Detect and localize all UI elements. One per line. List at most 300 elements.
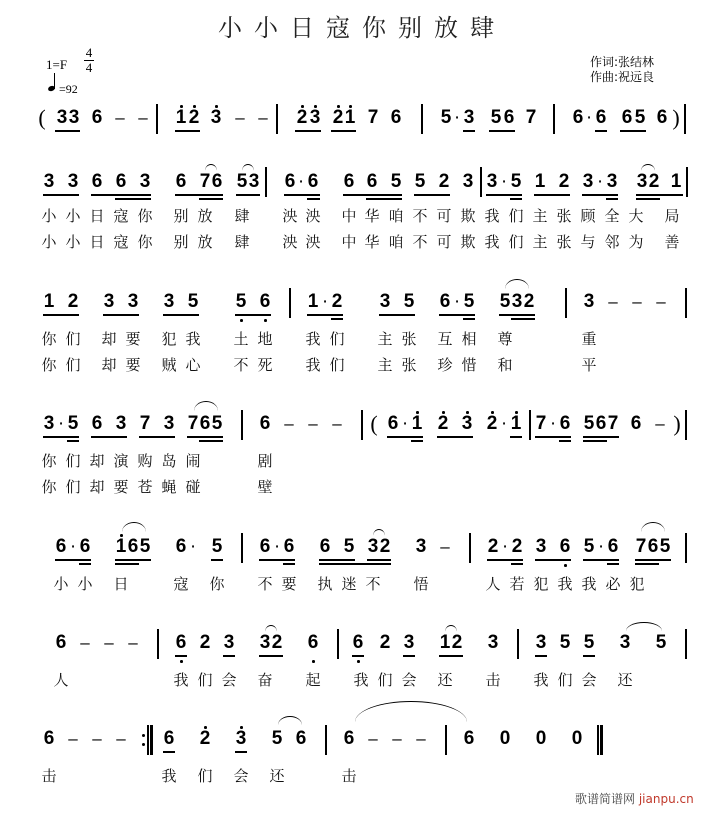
lyric: 我 xyxy=(557,575,573,593)
barline xyxy=(156,104,158,134)
credits xyxy=(590,55,654,85)
lyric: 土 xyxy=(233,330,249,348)
dash: – xyxy=(632,292,642,311)
underline xyxy=(534,194,570,196)
dash: – xyxy=(284,414,294,433)
lyric: 不 xyxy=(257,575,273,593)
underline xyxy=(43,194,79,196)
lyric: 犯 xyxy=(629,575,645,593)
dash: – xyxy=(332,414,342,433)
note: 3 xyxy=(403,632,415,653)
barline xyxy=(325,725,327,755)
note: 5 xyxy=(187,291,199,312)
underline xyxy=(510,436,522,438)
underline xyxy=(319,563,355,565)
slur xyxy=(205,164,217,171)
octave-dot xyxy=(120,534,123,537)
octave-dot xyxy=(301,105,304,108)
close-paren: ) xyxy=(672,105,680,130)
note: 3 xyxy=(415,536,427,557)
note: 5 xyxy=(67,413,79,434)
lyric: 华 xyxy=(364,207,380,225)
lyric: 你 xyxy=(137,207,153,225)
barline xyxy=(361,410,363,440)
underline xyxy=(463,318,475,320)
lyric: 小 xyxy=(65,233,81,251)
underline xyxy=(489,130,515,132)
repeat-end-barline xyxy=(150,725,153,755)
note: 0 xyxy=(535,728,547,749)
lyric: 击 xyxy=(341,767,357,785)
aug-dot: · xyxy=(597,536,605,557)
lyric: 我 xyxy=(484,207,500,225)
note: 6 xyxy=(79,536,91,557)
lyric: 你 xyxy=(41,478,57,496)
lyric: 心 xyxy=(185,356,201,374)
note: 6 xyxy=(307,171,319,192)
aug-dot: · xyxy=(321,291,329,312)
note: 6 xyxy=(211,171,223,192)
note: 6 xyxy=(295,728,307,749)
note: 6 xyxy=(43,728,55,749)
note: 1 xyxy=(534,171,546,192)
lyric: 寇 xyxy=(113,233,129,251)
lyric: 主 xyxy=(377,356,393,374)
lyric: 张 xyxy=(556,207,572,225)
note: 5 xyxy=(414,171,426,192)
note: 3 xyxy=(463,107,475,128)
aug-dot: · xyxy=(596,171,604,192)
barline xyxy=(276,104,278,134)
lyric: 不 xyxy=(365,575,381,593)
note: 3 xyxy=(103,291,115,312)
underline xyxy=(307,314,343,316)
dash: – xyxy=(116,729,126,748)
note: 3 xyxy=(619,632,631,653)
dash: – xyxy=(115,108,125,127)
lyric: 泱 xyxy=(282,207,298,225)
lyric: 我 xyxy=(305,330,321,348)
watermark-site[interactable]: jianpu.cn xyxy=(638,792,694,806)
lyric: 要 xyxy=(281,575,297,593)
note: 5 xyxy=(236,171,248,192)
note: 3 xyxy=(43,413,55,434)
lyric: 不 xyxy=(412,233,428,251)
note: 6 xyxy=(572,107,584,128)
dash: – xyxy=(416,729,426,748)
lyric: 可 xyxy=(436,233,452,251)
song-title: 小小日寇你别放肆 xyxy=(218,14,506,42)
lyric: 还 xyxy=(437,671,453,689)
underline xyxy=(175,130,200,132)
underline xyxy=(55,559,91,561)
lyric: 泱 xyxy=(282,233,298,251)
note: 6 xyxy=(630,413,642,434)
note: 6 xyxy=(115,171,127,192)
note: 7 xyxy=(367,107,379,128)
note: 1 xyxy=(344,107,356,128)
barline xyxy=(684,104,686,134)
lyric: 我 xyxy=(484,233,500,251)
lyric: 我 xyxy=(161,767,177,785)
octave-dot xyxy=(312,660,315,663)
octave-dot xyxy=(466,411,469,414)
underline xyxy=(510,198,522,200)
underline xyxy=(620,130,646,132)
lyric: 击 xyxy=(41,767,57,785)
aug-dot: · xyxy=(57,413,65,434)
note: 6 xyxy=(259,536,271,557)
watermark xyxy=(575,790,694,807)
note: 3 xyxy=(210,107,222,128)
octave-dot xyxy=(215,105,218,108)
note: 6 xyxy=(284,171,296,192)
barline xyxy=(517,629,519,659)
octave-dot xyxy=(193,105,196,108)
note: 7 xyxy=(607,413,619,434)
underline xyxy=(607,563,619,565)
time-signature xyxy=(84,46,94,75)
lyric: 人 xyxy=(485,575,501,593)
lyric: 们 xyxy=(329,330,345,348)
underline xyxy=(366,198,402,200)
barline xyxy=(480,167,482,197)
note: 2 xyxy=(648,171,660,192)
dash: – xyxy=(235,108,245,127)
lyric: 小 xyxy=(77,575,93,593)
lyric: 要 xyxy=(125,356,141,374)
lyric: 放 xyxy=(197,207,213,225)
underline xyxy=(235,314,271,316)
note: 0 xyxy=(499,728,511,749)
lyric: 与 xyxy=(580,233,596,251)
slur xyxy=(641,522,665,532)
underline xyxy=(199,198,223,200)
lyric: 剧 xyxy=(257,452,273,470)
lyric: 苍 xyxy=(137,478,153,496)
lyric: 们 xyxy=(377,671,393,689)
lyric: 们 xyxy=(197,767,213,785)
note: 3 xyxy=(511,291,523,312)
note: 2 xyxy=(438,171,450,192)
note: 7 xyxy=(199,171,211,192)
close-paren: ) xyxy=(673,411,681,436)
lyric: 你 xyxy=(41,330,57,348)
lyric: 小 xyxy=(65,207,81,225)
lyric: 日 xyxy=(113,575,129,593)
underline xyxy=(635,559,671,561)
note: 7 xyxy=(635,536,647,557)
underline xyxy=(635,563,659,565)
note: 2 xyxy=(523,291,535,312)
underline xyxy=(103,314,139,316)
aug-dot: · xyxy=(500,171,508,192)
underline xyxy=(437,436,473,438)
note: 6 xyxy=(559,413,571,434)
lyric: 会 xyxy=(401,671,417,689)
note: 2 xyxy=(332,107,344,128)
barline xyxy=(421,104,423,134)
note: 3 xyxy=(582,171,594,192)
underline xyxy=(283,563,295,565)
key-signature: 1=F xyxy=(46,57,68,72)
note: 7 xyxy=(139,413,151,434)
lyric: 华 xyxy=(364,233,380,251)
lyric: 奋 xyxy=(257,671,273,689)
note: 2 xyxy=(379,632,391,653)
underline xyxy=(223,655,235,657)
lyric: 肆 xyxy=(234,207,250,225)
aug-dot: · xyxy=(585,107,593,128)
underline xyxy=(259,559,295,561)
lyric: 我 xyxy=(185,330,201,348)
underline xyxy=(499,314,535,316)
lyric: 小 xyxy=(53,575,69,593)
lyric: 平 xyxy=(581,356,597,374)
lyric: 肆 xyxy=(234,233,250,251)
lyric: 张 xyxy=(556,233,572,251)
lyric: 放 xyxy=(197,233,213,251)
underline xyxy=(175,655,187,657)
lyric: 蝇 xyxy=(161,478,177,496)
open-paren: ( xyxy=(38,105,46,130)
underline xyxy=(163,751,175,753)
note: 1 xyxy=(43,291,55,312)
note: 6 xyxy=(55,536,67,557)
aug-dot: · xyxy=(297,171,305,192)
lyric: 主 xyxy=(532,207,548,225)
note: 3 xyxy=(115,413,127,434)
note: 6 xyxy=(387,413,399,434)
underline xyxy=(295,130,321,132)
lyric: 却 xyxy=(101,356,117,374)
barline xyxy=(147,725,149,755)
lyric: 重 xyxy=(581,330,597,348)
lyric: 们 xyxy=(329,356,345,374)
barline xyxy=(157,629,159,659)
underline xyxy=(606,198,618,200)
lyric: 别 xyxy=(173,207,189,225)
lyric: 我 xyxy=(173,671,189,689)
octave-dot xyxy=(349,105,352,108)
lyric: 欺 xyxy=(460,207,476,225)
underline xyxy=(355,563,391,565)
underline xyxy=(636,198,660,200)
underline xyxy=(91,194,151,196)
tempo: =92 xyxy=(59,82,78,96)
underline xyxy=(67,440,79,442)
underline xyxy=(636,194,683,196)
underline xyxy=(331,318,343,320)
dash: – xyxy=(128,633,138,652)
dash: – xyxy=(440,537,450,556)
dash: – xyxy=(392,729,402,748)
underline xyxy=(411,440,423,442)
note: 7 xyxy=(525,107,537,128)
note: 6 xyxy=(621,107,633,128)
underline xyxy=(439,655,463,657)
note: 1 xyxy=(115,536,127,557)
lyric: 你 xyxy=(137,233,153,251)
barline xyxy=(337,629,339,659)
lyric: 们 xyxy=(65,478,81,496)
time-sig-top: 4 xyxy=(85,45,93,60)
note: 3 xyxy=(248,171,260,192)
underline xyxy=(352,655,364,657)
note: 3 xyxy=(309,107,321,128)
underline xyxy=(331,130,356,132)
note: 5 xyxy=(235,291,247,312)
note: 5 xyxy=(583,536,595,557)
octave-dot xyxy=(357,660,360,663)
lyric: 却 xyxy=(101,330,117,348)
underline xyxy=(43,314,79,316)
note: 2 xyxy=(437,413,449,434)
lyric: 我 xyxy=(353,671,369,689)
note: 2 xyxy=(188,107,200,128)
note: 2 xyxy=(199,728,211,749)
note: 5 xyxy=(211,536,223,557)
lyric: 们 xyxy=(65,330,81,348)
underline xyxy=(387,436,423,438)
note: 6 xyxy=(607,536,619,557)
underline xyxy=(535,559,571,561)
underline xyxy=(235,751,247,753)
lyric: 壁 xyxy=(257,478,273,496)
lyric: 们 xyxy=(508,207,524,225)
aug-dot: · xyxy=(549,413,557,434)
dash: – xyxy=(655,414,665,433)
underline xyxy=(439,314,475,316)
note: 1 xyxy=(670,171,682,192)
note: 5 xyxy=(211,413,223,434)
underline xyxy=(487,559,523,561)
octave-dot xyxy=(180,105,183,108)
note: 6 xyxy=(439,291,451,312)
note: 6 xyxy=(559,536,571,557)
octave-dot xyxy=(240,319,243,322)
lyric: 们 xyxy=(65,452,81,470)
slur xyxy=(626,622,662,631)
barline xyxy=(241,533,243,563)
note: 3 xyxy=(636,171,648,192)
note: 6 xyxy=(91,107,103,128)
lyric: 欺 xyxy=(460,233,476,251)
lyric: 要 xyxy=(113,478,129,496)
underline xyxy=(175,194,223,196)
dash: – xyxy=(68,729,78,748)
lyric: 善 xyxy=(664,233,680,251)
underline xyxy=(583,436,619,438)
underline xyxy=(284,194,320,196)
lyric: 泱 xyxy=(305,207,321,225)
composer: 作曲:祝远良 xyxy=(590,70,655,84)
lyric: 我 xyxy=(581,575,597,593)
lyricist: 作词:张结林 xyxy=(590,55,655,69)
underline xyxy=(343,194,402,196)
dash: – xyxy=(258,108,268,127)
slur xyxy=(445,625,457,632)
lyric: 相 xyxy=(461,330,477,348)
note: 2 xyxy=(296,107,308,128)
lyric: 尊 xyxy=(497,330,513,348)
open-paren: ( xyxy=(370,411,378,436)
barline xyxy=(685,533,687,563)
note: 5 xyxy=(490,107,502,128)
lyric: 日 xyxy=(89,233,105,251)
note: 6 xyxy=(55,632,67,653)
note: 3 xyxy=(487,632,499,653)
lyric: 犯 xyxy=(533,575,549,593)
note: 3 xyxy=(235,728,247,749)
octave-dot xyxy=(416,411,419,414)
underline xyxy=(319,559,355,561)
lyric: 你 xyxy=(209,575,225,593)
lyric: 张 xyxy=(401,356,417,374)
octave-dot xyxy=(180,660,183,663)
underline xyxy=(379,314,415,316)
note: 6 xyxy=(390,107,402,128)
octave-dot xyxy=(264,319,267,322)
lyric: 们 xyxy=(197,671,213,689)
note: 3 xyxy=(583,291,595,312)
lyric: 碰 xyxy=(185,478,201,496)
octave-dot xyxy=(337,105,340,108)
octave-dot xyxy=(204,726,207,729)
underline xyxy=(414,194,450,196)
octave-dot xyxy=(491,411,494,414)
barline xyxy=(685,288,687,318)
note: 5 xyxy=(499,291,511,312)
aug-dot: · xyxy=(401,413,409,434)
underline xyxy=(115,559,151,561)
note: 2 xyxy=(67,291,79,312)
lyric: 珍 xyxy=(437,356,453,374)
lyric: 互 xyxy=(437,330,453,348)
lyric: 大 xyxy=(628,207,644,225)
lyric: 主 xyxy=(532,233,548,251)
slur xyxy=(278,716,302,725)
underline xyxy=(115,198,151,200)
underline xyxy=(463,130,475,132)
lyric: 们 xyxy=(65,356,81,374)
lyric: 却 xyxy=(89,478,105,496)
note: 3 xyxy=(56,107,68,128)
note: 5 xyxy=(655,632,667,653)
note: 3 xyxy=(367,536,379,557)
lyric: 我 xyxy=(305,356,321,374)
underline xyxy=(367,559,391,561)
lyric: 不 xyxy=(412,207,428,225)
note: 1 xyxy=(439,632,451,653)
lyric: 们 xyxy=(557,671,573,689)
note: 3 xyxy=(223,632,235,653)
lyric: 和 xyxy=(497,356,513,374)
lyric: 我 xyxy=(533,671,549,689)
lyric: 击 xyxy=(485,671,501,689)
lyric: 要 xyxy=(125,330,141,348)
quarter-note-icon xyxy=(48,73,57,93)
lyric: 必 xyxy=(605,575,621,593)
note: 3 xyxy=(535,632,547,653)
note: 0 xyxy=(571,728,583,749)
underline xyxy=(582,194,618,196)
lyric: 还 xyxy=(617,671,633,689)
aug-dot: · xyxy=(273,536,281,557)
lyric: 们 xyxy=(508,233,524,251)
slur xyxy=(373,529,385,536)
lyric: 惜 xyxy=(461,356,477,374)
